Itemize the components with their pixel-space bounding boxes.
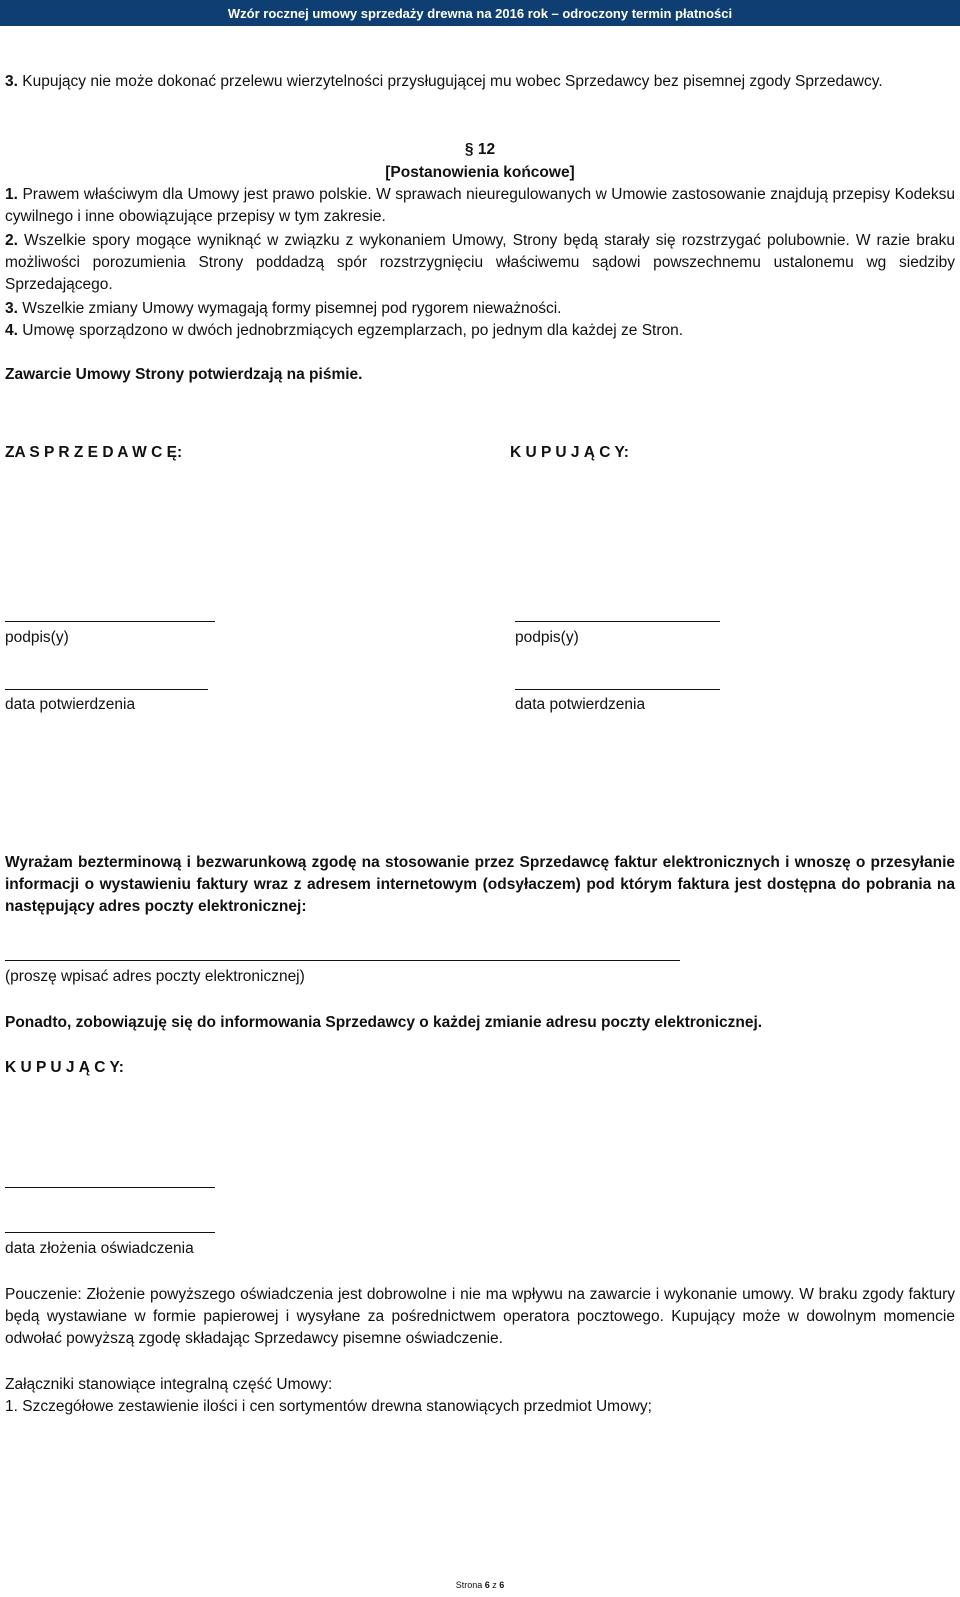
paragraph-3 xyxy=(5,71,955,93)
footer-separator: z xyxy=(489,1580,500,1590)
clause-4 xyxy=(5,320,955,342)
footer-page-total: 6 xyxy=(499,1580,505,1590)
seller-signature-line xyxy=(5,621,215,622)
attachment-item-1: 1. Szczegółowe zestawienie ilości i cen sortymentów drewna stanowiących przedmiot Umowy; xyxy=(5,1398,652,1415)
clause-1 xyxy=(5,184,955,228)
clause-text: Umowę sporządzono w dwóch jednobrzmiących egzemplarzach, po jednym dla każdej ze Stron. xyxy=(17,322,684,339)
clause-text: Wszelkie zmiany Umowy wymagają formy pisemnej pod rygorem nieważności. xyxy=(17,300,562,317)
section-12-title: [Postanowienia końcowe] xyxy=(385,164,575,181)
buyer-signature-label: podpis(y) xyxy=(515,629,579,646)
paragraph-number: 3. xyxy=(5,73,18,90)
clause-3 xyxy=(5,298,955,320)
paragraph-text: Kupujący nie może dokonać przelewu wierzytelności przysługującej mu wobec Sprzedawcy bez pisemnej zgody Sprzedawcy. xyxy=(17,73,883,90)
clause-2 xyxy=(5,230,955,296)
clause-number: 2. xyxy=(5,232,18,249)
clause-number: 1. xyxy=(5,186,18,203)
footer-prefix: Strona xyxy=(455,1580,485,1590)
attachments-heading: Załączniki stanowiące integralną część Umowy: xyxy=(5,1376,333,1393)
page-footer xyxy=(0,1580,960,1590)
buyer-date-label: data potwierdzenia xyxy=(515,696,646,713)
clause-text: Prawem właściwym dla Umowy jest prawo polskie. W sprawach nieuregulowanych w Umowie zastosowanie znajdują przepisy Kodeksu cywilnego i inne obowiązujące przepisy w tym zakresie. xyxy=(5,186,955,225)
footer-page-number: 6 xyxy=(484,1580,490,1590)
clause-number: 4. xyxy=(5,322,18,339)
document-title: Wzór rocznej umowy sprzedaży drewna na 2016 rok – odroczony termin płatności xyxy=(227,5,733,21)
buyer-signature-line xyxy=(515,621,720,622)
seller-date-label: data potwierdzenia xyxy=(5,696,136,713)
seller-signature-label: podpis(y) xyxy=(5,629,69,646)
document-header xyxy=(0,0,960,26)
e-invoice-consent: Wyrażam bezterminową i bezwarunkową zgodę na stosowanie przez Sprzedawcę faktur elektronicznych i wnoszę o przesyłanie informacji o wystawieniu faktury wraz z adresem internetowym (odsyłaczem) pod którym faktura jest dostępna do pobrania na następujący adres poczty elektronicznej: xyxy=(5,854,955,915)
clause-text: Wszelkie spory mogące wyniknąć w związku z wykonaniem Umowy, Strony będą starały się rozstrzygać polubownie. W razie braku możliwości porozumienia Strony poddadzą spór rozstrzygnięciu właściwemu sądowi powszechnemu ustalonemu wg siedziby Sprzedającego. xyxy=(5,232,955,293)
instruction-note: Pouczenie: Złożenie powyższego oświadczenia jest dobrowolne i nie ma wpływu na zawarcie i wykonanie umowy. W braku zgody faktury będą wystawiane w formie papierowej i wysyłane za pośrednictwem operatora pocztowego. Kupujący może w dowolnym momencie odwołać powyższą zgodę składając Sprzedawcy pisemne oświadczenie. xyxy=(5,1286,955,1347)
email-address-line xyxy=(5,960,680,961)
buyer-label: K U P U J Ą C Y: xyxy=(510,444,629,461)
section-12-symbol: § 12 xyxy=(464,141,496,158)
seller-date-line xyxy=(5,689,208,690)
confirmation-line: Zawarcie Umowy Strony potwierdzają na piśmie. xyxy=(5,366,363,383)
buyer-signature-line-2 xyxy=(5,1187,215,1188)
buyer-date-line xyxy=(515,689,720,690)
email-address-hint: (proszę wpisać adres poczty elektronicznej) xyxy=(5,968,305,985)
notification-obligation: Ponadto, zobowiązuję się do informowania Sprzedawcy o każdej zmianie adresu poczty elektronicznej. xyxy=(5,1014,763,1031)
statement-date-label: data złożenia oświadczenia xyxy=(5,1240,194,1257)
seller-label: ZA S P R Z E D A W C Ę: xyxy=(5,444,183,461)
buyer-label-2: K U P U J Ą C Y: xyxy=(5,1059,124,1076)
clause-number: 3. xyxy=(5,300,18,317)
statement-date-line xyxy=(5,1232,215,1233)
